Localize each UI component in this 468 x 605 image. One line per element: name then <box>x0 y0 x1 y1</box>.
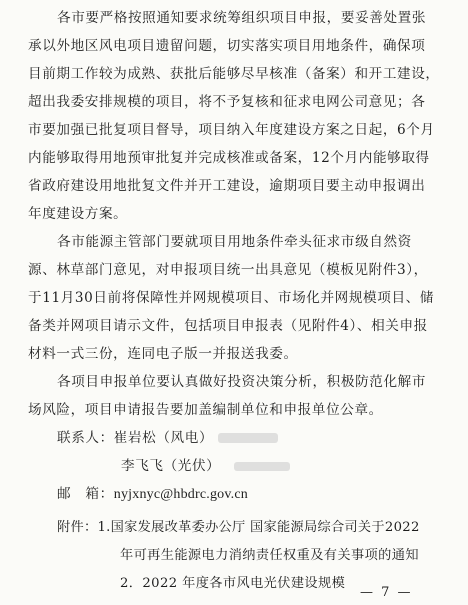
attachment-item-1-continued: 年可再生能源电力消纳责任权重及有关事项的通知 <box>120 548 419 563</box>
contact-person-1: 崔岩松（风电） <box>113 430 214 446</box>
attachment-item-1: 1.国家发展改革委办公厅 国家能源局综合司关于2022 <box>97 520 420 535</box>
paragraph-1-line-8: 年度建设方案。 <box>28 206 128 222</box>
email-address: nyjxnyc@hbdrc.gov.cn <box>113 487 248 502</box>
page-number: — 7 — <box>360 585 413 600</box>
redacted-phone-2 <box>234 462 290 471</box>
contact-person-2: 李飞飞（光伏） <box>121 458 221 474</box>
paragraph-3-line-1: 各项目申报单位要认真做好投资决策分析，积极防范化解市 <box>57 374 427 390</box>
attachments-line-1 <box>57 518 420 538</box>
paragraph-1-line-6: 内能够取得用地预审批复并完成核准或备案，12个月内能够取得 <box>28 150 430 166</box>
paragraph-1-line-1: 各市要严格按照通知要求统筹组织项目申报，要妥善处置张 <box>57 10 427 26</box>
contact-line-1 <box>57 428 213 448</box>
redacted-phone-1 <box>218 433 278 443</box>
contact-label: 联系人： <box>57 430 114 446</box>
paragraph-1-line-2: 承以外地区风电项目遗留问题，切实落实项目用地条件，确保项 <box>28 38 426 54</box>
attachments-label: 附件： <box>57 520 98 535</box>
paragraph-2-line-5: 材料一式三份，连同电子版一并报送我委。 <box>28 346 298 362</box>
paragraph-2-line-2: 源、林草部门意见，对申报项目统一出具意见（模板见附件3）， <box>28 262 428 278</box>
paragraph-1-line-4: 超出我委安排规模的项目，将不予复核和征求电网公司意见；各 <box>28 94 426 110</box>
paragraph-1-line-7: 省政府建设用地批复文件并开工建设，逾期项目要主动申报调出 <box>28 178 426 194</box>
email-line <box>57 484 248 505</box>
paragraph-1-line-3: 目前期工作较为成熟、获批后能够尽早核准（备案）和开工建设， <box>28 66 440 82</box>
email-label: 邮 箱： <box>57 486 114 502</box>
attachment-item-2: 2．2022 年度各市风电光伏建设规模 <box>120 576 346 591</box>
paragraph-2-line-1: 各市能源主管部门要就项目用地条件牵头征求市级自然资 <box>57 234 412 250</box>
paragraph-3-line-2: 场风险，项目申请报告要加盖编制单位和申报单位公章。 <box>28 402 383 418</box>
paragraph-2-line-4: 备类并网项目请示文件，包括项目申报表（见附件4）、相关申报 <box>28 318 428 334</box>
paragraph-1-line-5: 市要加强已批复项目督导，项目纳入年度建设方案之日起，6个月 <box>28 122 435 138</box>
paragraph-2-line-3: 于11月30日前将保障性并网规模项目、市场化并网规模项目、储 <box>28 290 435 306</box>
